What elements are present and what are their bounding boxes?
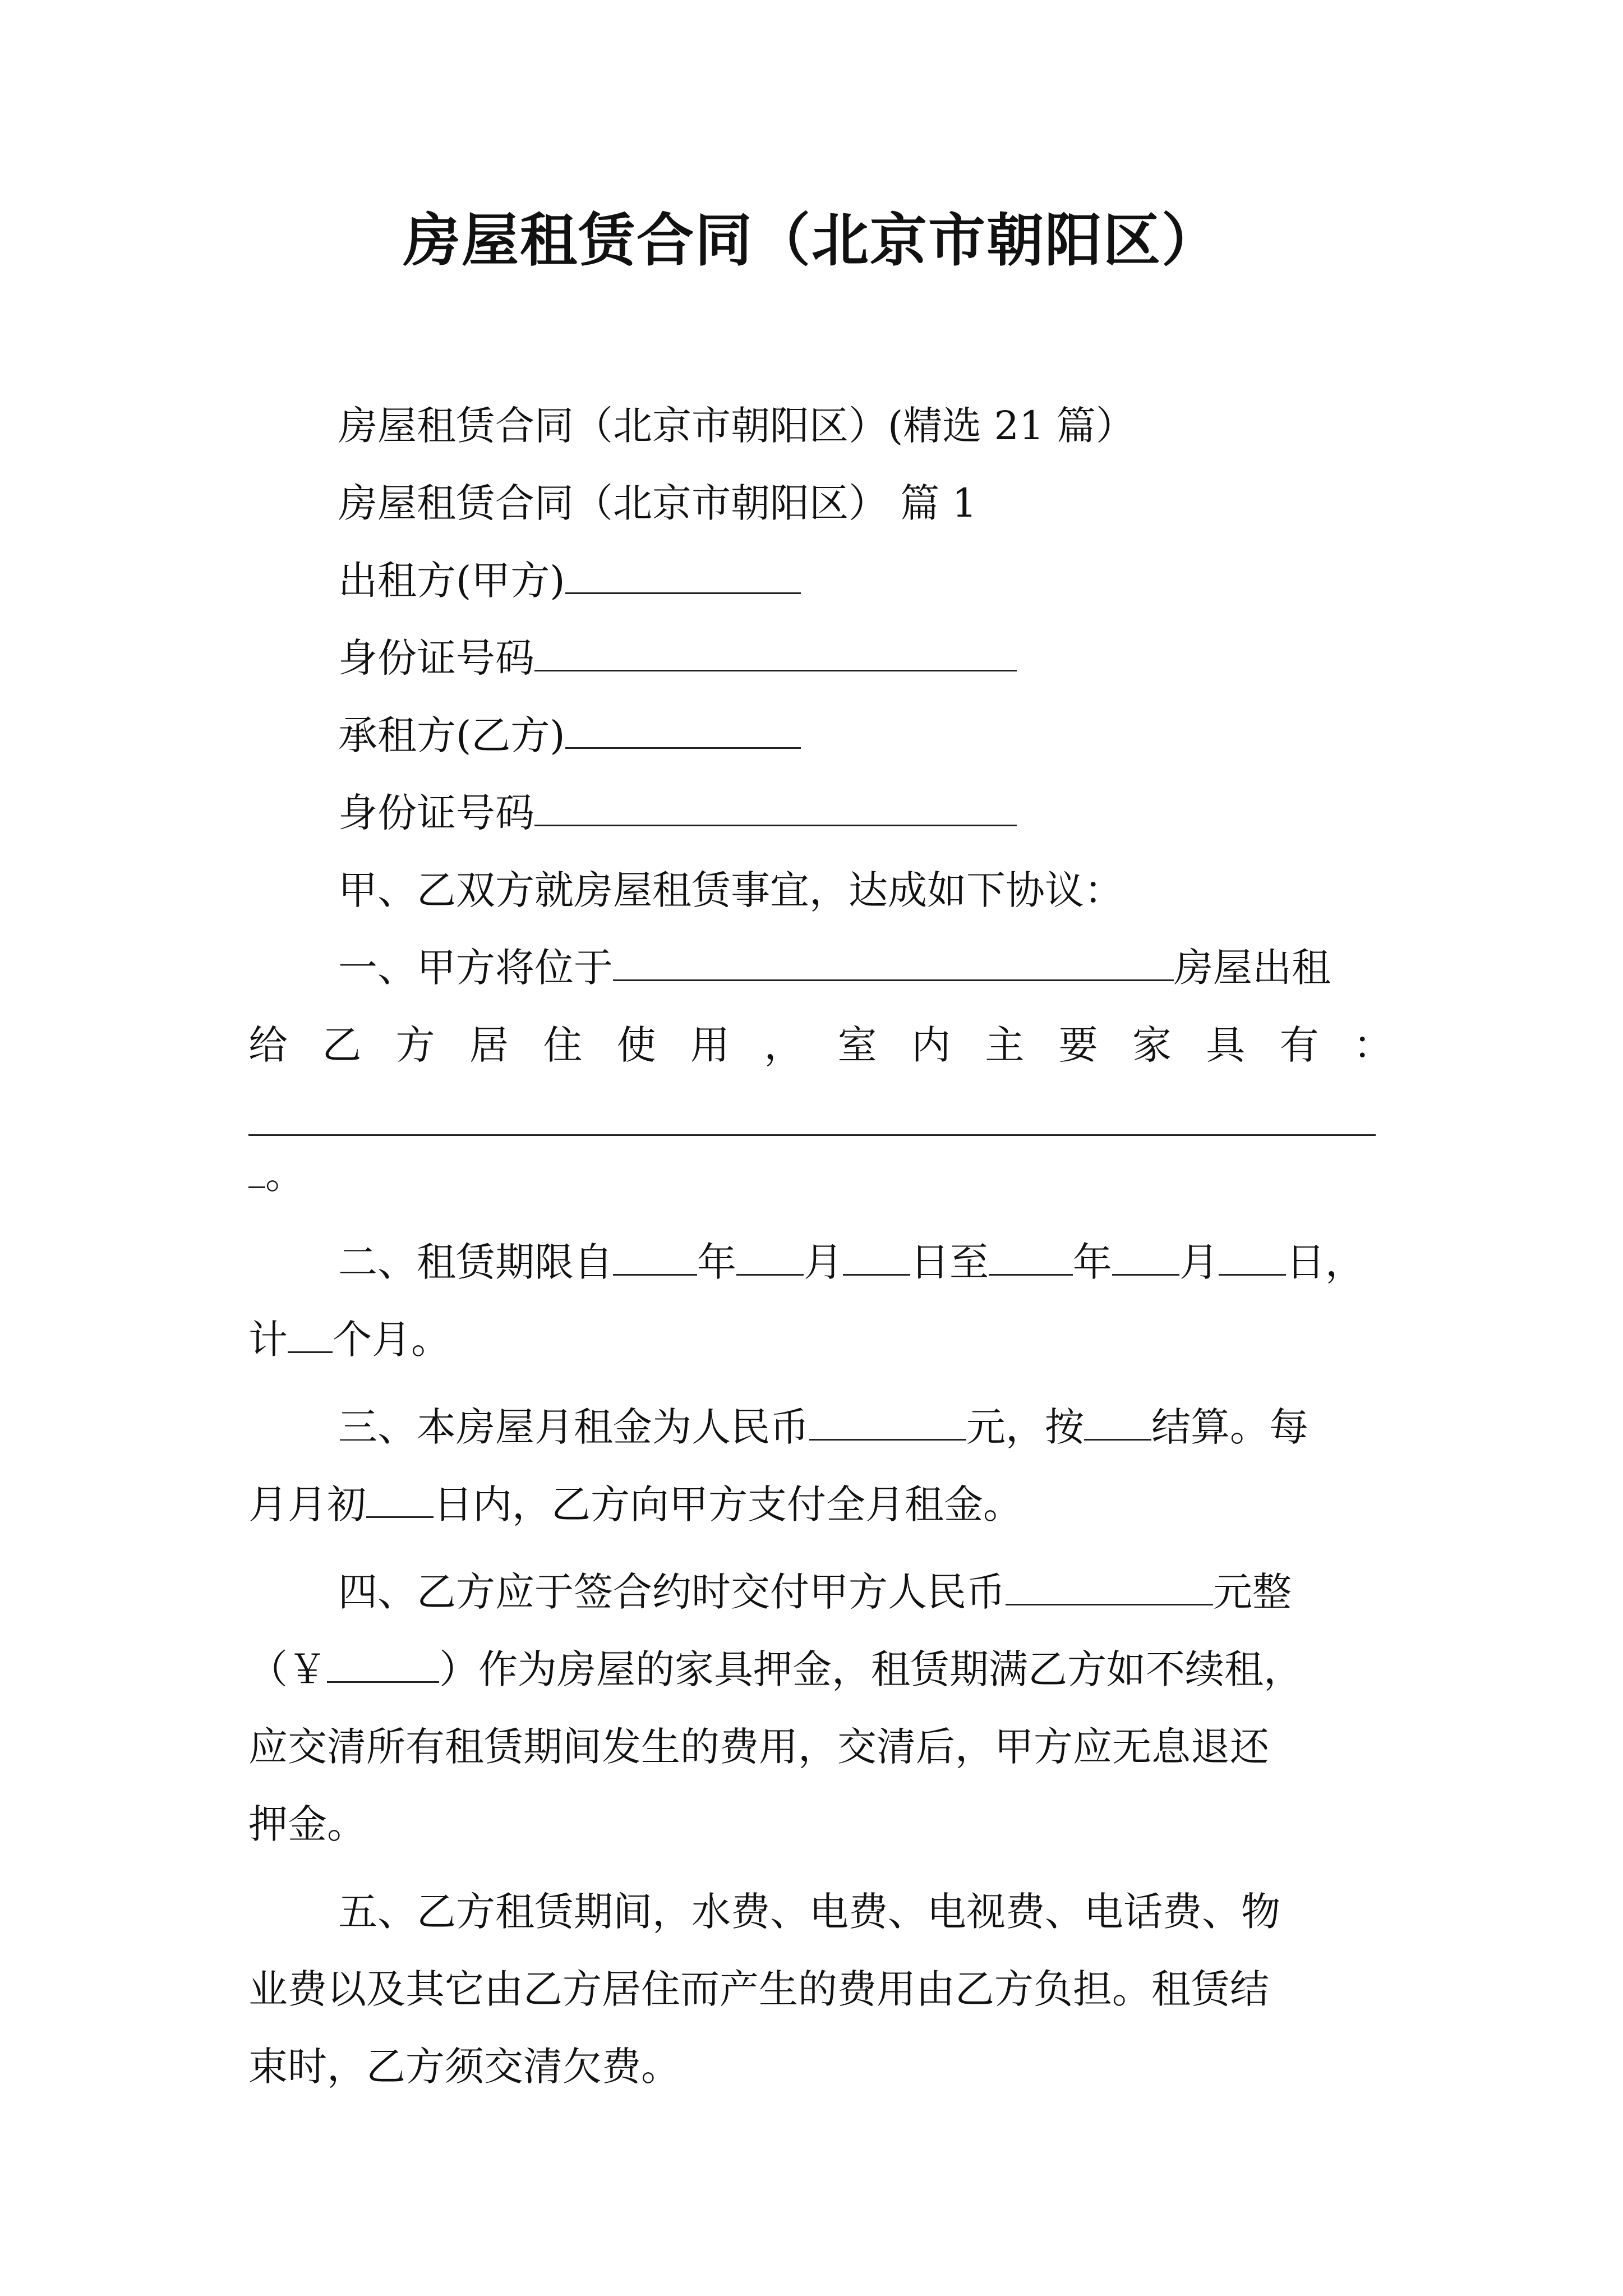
lessor-blank: [565, 558, 801, 594]
agreement-intro: 甲、乙双方就房屋租赁事宜，达成如下协议：: [338, 867, 1123, 913]
section-heading: 房屋租赁合同（北京市朝阳区） 篇 1: [338, 480, 978, 526]
end-month-label: 月: [1179, 1239, 1219, 1285]
months-blank: [288, 1317, 333, 1353]
clause-4-text-c: （￥: [248, 1646, 327, 1692]
start-year-label: 年: [697, 1239, 736, 1285]
furniture-blank: [248, 1084, 1376, 1136]
lessor-id-blank: [534, 635, 1017, 671]
clause-4-line-2: [248, 1631, 1393, 1708]
end-year-label: 年: [1073, 1239, 1112, 1285]
clause-2-line-2: [248, 1301, 1393, 1378]
clause-5-line-1: 五、乙方租赁期间，水费、电费、电视费、电话费、物: [338, 1889, 1280, 1935]
end-day-label: 日，: [1286, 1239, 1364, 1285]
clause-4-text-d: ）作为房屋的家具押金，租赁期满乙方如不续租，: [439, 1646, 1303, 1692]
start-day-label: 日至: [910, 1239, 989, 1285]
lessee-id-line: [248, 774, 1393, 852]
lessor-label: 出租方(甲方): [338, 558, 565, 604]
clause-5-line-3: 束时，乙方须交清欠费。: [248, 2044, 680, 2090]
lessor-id-line: [248, 619, 1393, 697]
start-month-blank: [736, 1239, 804, 1276]
lessee-id-label: 身份证号码: [338, 790, 534, 836]
contract-body: [248, 387, 1393, 2105]
clause-1-address-blank: [613, 945, 1174, 981]
clause-4-text-b: 元整: [1213, 1569, 1292, 1615]
clause-3-text-a: 三、本房屋月租金为人民币: [338, 1404, 809, 1450]
end-day-blank: [1219, 1239, 1286, 1276]
clause-4-line-1: [248, 1553, 1393, 1631]
rent-amount-blank: [809, 1404, 966, 1441]
lessee-line: [248, 697, 1393, 774]
end-year-blank: [989, 1239, 1073, 1276]
start-day-blank: [843, 1239, 910, 1276]
subtitle-line: 房屋租赁合同（北京市朝阳区）(精选 21 篇）: [338, 403, 1135, 449]
clause-3-line-2: [248, 1466, 1393, 1543]
clause-2-text-e: 计: [248, 1317, 288, 1363]
lessee-label: 承租方(乙方): [338, 712, 565, 758]
start-month-label: 月: [804, 1239, 843, 1285]
furniture-blank-end: [248, 1152, 265, 1188]
clause-3-line-1: [248, 1388, 1393, 1466]
clause-4-line-4: 押金。: [248, 1801, 366, 1847]
clause-1-line-2: 给乙方居住使用，室内主要家具有：: [248, 1022, 1393, 1068]
lessee-blank: [565, 712, 801, 749]
payment-day-blank: [366, 1481, 434, 1518]
clause-2-line-1: [248, 1223, 1393, 1301]
clause-3-text-e: 日内，乙方向甲方支付全月租金。: [434, 1481, 1022, 1527]
lessor-id-label: 身份证号码: [338, 635, 534, 681]
page-title: 房屋租赁合同（北京市朝阳区）: [403, 208, 1220, 274]
clause-5-line-2: 业费以及其它由乙方居住而产生的费用由乙方负担。租赁结: [248, 1966, 1269, 2012]
end-month-blank: [1112, 1239, 1179, 1276]
clause-1-line-1: [248, 929, 1393, 1006]
deposit-number-blank: [327, 1646, 439, 1683]
start-year-blank: [613, 1239, 697, 1276]
clause-1-line-4: [248, 1136, 1393, 1213]
clause-4-text-a: 四、乙方应于签合约时交付甲方人民币: [338, 1569, 1006, 1615]
clause-1-text-a: 一、甲方将位于: [338, 945, 613, 991]
clause-2-text-f: 个月。: [333, 1317, 450, 1363]
clause-4-line-3: 应交清所有租赁期间发生的费用，交清后，甲方应无息退还: [248, 1724, 1269, 1770]
clause-1-period: 。: [265, 1152, 305, 1198]
settlement-blank: [1084, 1404, 1151, 1441]
lessee-id-blank: [534, 790, 1017, 826]
clause-3-text-d: 月月初: [248, 1481, 366, 1527]
clause-3-text-c: 结算。每: [1151, 1404, 1308, 1450]
clause-2-text-a: 二、租赁期限自: [338, 1239, 613, 1285]
deposit-amount-blank: [1006, 1569, 1213, 1605]
clause-3-text-b: 元，按: [966, 1404, 1084, 1450]
clause-1-text-b: 房屋出租: [1174, 945, 1331, 991]
lessor-line: [248, 542, 1393, 619]
